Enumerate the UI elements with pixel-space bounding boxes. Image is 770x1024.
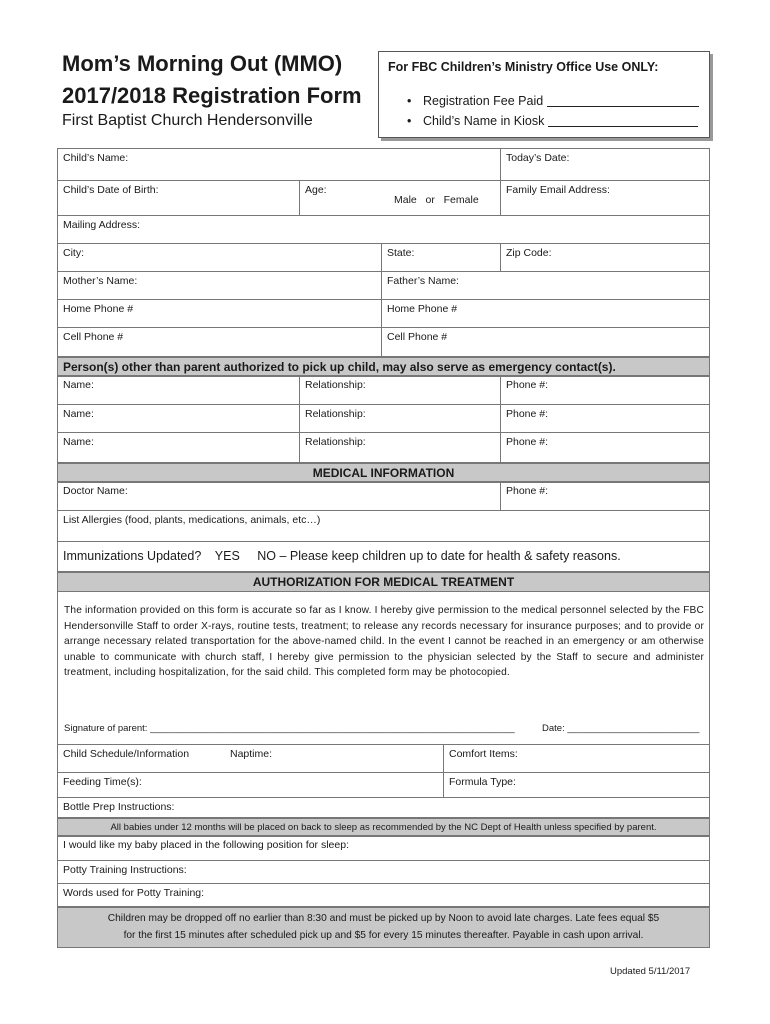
dob-field[interactable] [57, 180, 300, 216]
feeding-times-label: Feeding Time(s): [63, 776, 142, 788]
doctor-phone-field[interactable] [500, 481, 710, 511]
allergies-label: List Allergies (food, plants, medications, animals, etc…) [63, 514, 321, 526]
authorization-paragraph: The information provided on this form is accurate so far as I know. I hereby give permission to the medical personnel selected by the FBC Hendersonville Staff to order X-rays, routine tests, treatment; to release any records necessary for insurance purposes; and to provide or arrange necessary related transportation for the above-named child. In the event I cannot be reached in an emergency or am otherwise unable to communicate with church staff, I hereby give permission to the physician selected by the Staff to secure and administer treatment, including hospitalization, for the said child. This completed form may be photocopied. [64, 605, 704, 679]
comfort-items-label: Comfort Items: [449, 748, 518, 760]
authorized-relationship-label: Relationship: [305, 379, 366, 391]
immunizations-row [57, 541, 710, 572]
authorized-name-label: Name: [63, 379, 94, 391]
immunizations-label: Immunizations Updated? [63, 549, 202, 563]
or-text: or [425, 194, 435, 206]
allergies-field[interactable] [57, 510, 710, 542]
authorized-3-phone-field[interactable] [500, 432, 710, 463]
authorized-name-label: Name: [63, 436, 94, 448]
formula-type-field[interactable] [443, 772, 710, 798]
authorized-phone-label: Phone #: [506, 408, 549, 420]
zip-code-field[interactable] [500, 243, 710, 272]
church-name: First Baptist Church Hendersonville [62, 112, 313, 129]
authorized-1-phone-field[interactable] [500, 375, 710, 405]
family-email-label: Family Email Address: [506, 184, 610, 196]
bottle-prep-label: Bottle Prep Instructions: [63, 801, 175, 813]
father-home-phone-label: Home Phone # [387, 303, 458, 315]
child-schedule-label: Child Schedule/Information [63, 748, 190, 760]
authorized-name-label: Name: [63, 408, 94, 420]
todays-date-label: Today’s Date: [506, 152, 570, 164]
kiosk-line[interactable] [548, 114, 698, 127]
authorized-persons-heading: Person(s) other than parent authorized to pick up child, may also serve as emergency contact(s). [57, 357, 710, 377]
registration-fee-label: Registration Fee Paid [423, 94, 544, 108]
form-title-line2: 2017/2018 Registration Form [62, 83, 362, 108]
comfort-items-field[interactable] [443, 744, 710, 773]
age-label: Age: [305, 184, 327, 196]
bullet-icon: • [407, 114, 412, 128]
mother-home-phone-label: Home Phone # [63, 303, 134, 315]
authorized-2-relationship-field[interactable] [299, 404, 501, 433]
gender-options [394, 194, 479, 206]
childs-name-label: Child’s Name: [63, 152, 129, 164]
mother-home-phone-field[interactable] [57, 299, 382, 328]
state-field[interactable] [381, 243, 501, 272]
mothers-name-label: Mother’s Name: [63, 275, 138, 287]
bullet-icon: • [407, 94, 412, 108]
authorized-relationship-label: Relationship: [305, 436, 366, 448]
father-cell-phone-field[interactable] [381, 327, 710, 357]
sleep-position-label: I would like my baby placed in the following position for sleep: [63, 839, 349, 851]
dropoff-policy-line1: Children may be dropped off no earlier than 8:30 and must be picked up by Noon to avoid late charges. Late fees equal $5 [107, 913, 660, 924]
authorized-2-phone-field[interactable] [500, 404, 710, 433]
doctor-name-label: Doctor Name: [63, 485, 128, 497]
city-label: City: [63, 247, 84, 259]
todays-date-field[interactable] [500, 148, 710, 181]
registration-form [57, 148, 710, 947]
potty-instructions-field[interactable] [57, 860, 710, 884]
safe-sleep-note: All babies under 12 months will be placed on back to sleep as recommended by the NC Dept of Health unless specified by parent. [57, 818, 710, 837]
mailing-address-label: Mailing Address: [63, 219, 141, 231]
family-email-field[interactable] [500, 180, 710, 216]
office-use-heading: For FBC Children’s Ministry Office Use ONLY: [388, 60, 659, 74]
signature-date-line[interactable]: Date: _________________________ [542, 723, 700, 734]
authorized-1-name-field[interactable] [57, 375, 300, 405]
bottle-prep-field[interactable] [57, 797, 710, 818]
childs-name-field[interactable] [57, 148, 501, 181]
city-field[interactable] [57, 243, 382, 272]
dob-label: Child’s Date of Birth: [63, 184, 159, 196]
registration-fee-item [407, 94, 699, 108]
potty-words-field[interactable] [57, 883, 710, 907]
updated-date: Updated 5/11/2017 [610, 966, 691, 977]
immunizations-no-option[interactable]: NO – Please keep children up to date for health & safety reasons. [257, 549, 621, 563]
potty-instructions-label: Potty Training Instructions: [63, 864, 187, 876]
dropoff-policy-line2: for the first 15 minutes after scheduled pick up and $5 for every 15 minutes thereafter. Payable in cash upon arrival. [123, 930, 644, 941]
parent-signature-line[interactable]: Signature of parent: _____________________________________________________________________ [64, 723, 515, 734]
father-cell-phone-label: Cell Phone # [387, 331, 448, 343]
kiosk-item [407, 114, 698, 128]
authorized-1-relationship-field[interactable] [299, 375, 501, 405]
authorized-relationship-label: Relationship: [305, 408, 366, 420]
immunizations-yes-option[interactable]: YES [214, 549, 240, 563]
mothers-name-field[interactable] [57, 271, 382, 300]
sleep-position-field[interactable] [57, 835, 710, 861]
formula-type-label: Formula Type: [449, 776, 516, 788]
male-option[interactable]: Male [394, 194, 417, 206]
fathers-name-label: Father’s Name: [387, 275, 459, 287]
form-title-line1: Mom’s Morning Out (MMO) [62, 51, 343, 76]
fathers-name-field[interactable] [381, 271, 710, 300]
registration-fee-line[interactable] [547, 94, 699, 107]
authorization-heading: AUTHORIZATION FOR MEDICAL TREATMENT [57, 572, 710, 592]
authorized-phone-label: Phone #: [506, 436, 549, 448]
office-use-box [378, 51, 710, 138]
potty-words-label: Words used for Potty Training: [63, 887, 205, 899]
authorized-2-name-field[interactable] [57, 404, 300, 433]
father-home-phone-field[interactable] [381, 299, 710, 328]
state-label: State: [387, 247, 415, 259]
medical-information-heading: MEDICAL INFORMATION [57, 463, 710, 483]
authorized-3-relationship-field[interactable] [299, 432, 501, 463]
mailing-address-field[interactable] [57, 215, 710, 244]
mother-cell-phone-label: Cell Phone # [63, 331, 124, 343]
mother-cell-phone-field[interactable] [57, 327, 382, 357]
naptime-label[interactable]: Naptime: [230, 748, 273, 760]
doctor-name-field[interactable] [57, 481, 501, 511]
kiosk-label: Child’s Name in Kiosk [423, 114, 545, 128]
authorized-3-name-field[interactable] [57, 432, 300, 463]
dropoff-policy-note [57, 907, 710, 948]
authorized-phone-label: Phone #: [506, 379, 549, 391]
age-field[interactable] [299, 180, 501, 216]
feeding-times-field[interactable] [57, 772, 444, 798]
doctor-phone-label: Phone #: [506, 485, 549, 497]
female-option[interactable]: Female [443, 194, 479, 206]
child-schedule-row [57, 744, 444, 773]
zip-code-label: Zip Code: [506, 247, 552, 259]
